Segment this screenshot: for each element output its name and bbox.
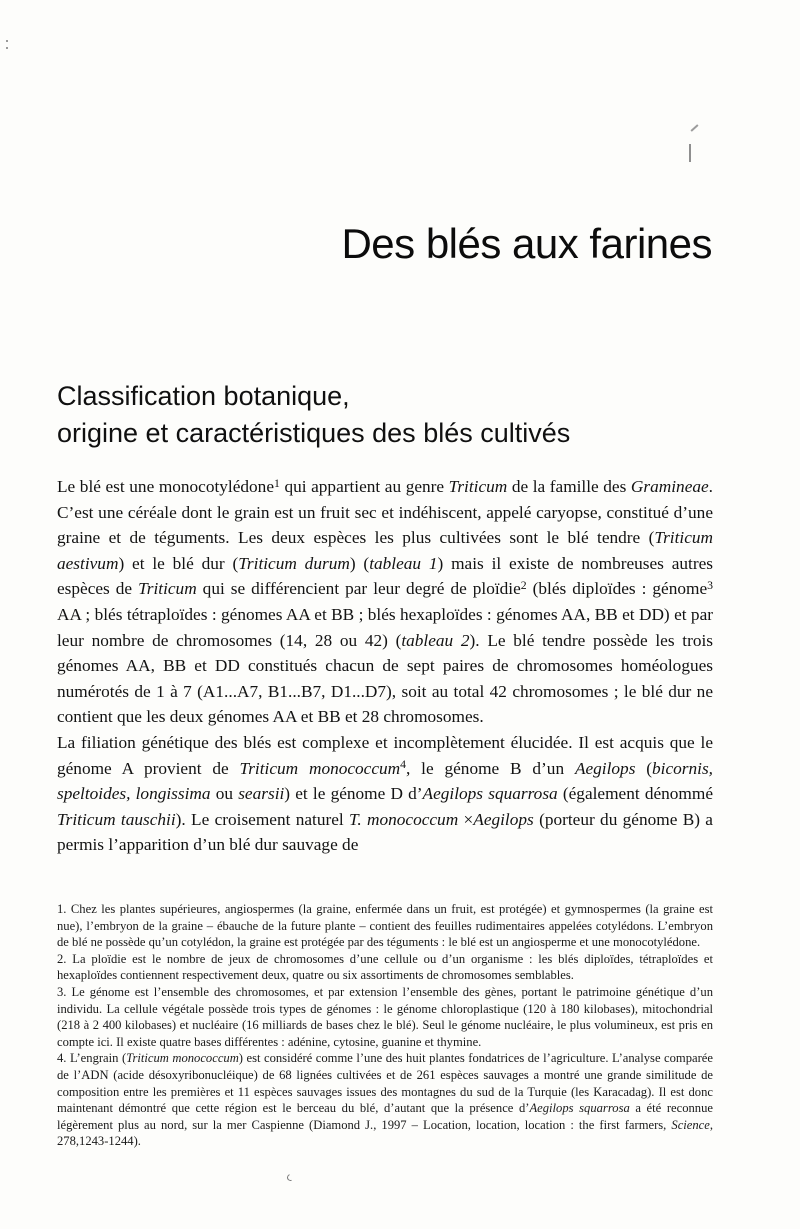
footnote-2: 2. La ploïdie est le nombre de jeux de chromosomes d’une cellule ou d’un organisme : les blés diploïdes, tétraploïdes et hexaploïdes contiennent respectivement deux, quatre ou six assortiments de chromosomes semblables. — [57, 951, 713, 983]
scan-artifact-bottom — [286, 1173, 295, 1182]
footnote-3: 3. Le génome est l’ensemble des chromosomes, et par extension l’ensemble des gènes, portant le patrimoine génétique d’un individu. La cellule végétale possède trois types de génomes : le génome chloroplastique (120 à 180 kilobases), mitochondrial (218 à 2 400 kilobases) et nucléaire (16 milliards de bases chez le blé). Seul le génome nucléaire, le plus volumineux, est pris en compte ici. Il existe quatre bases différentes : adénine, cytosine, guanine et thymine. — [57, 984, 713, 1049]
section-heading — [57, 378, 570, 452]
body-text — [57, 474, 713, 858]
paragraph-1: Le blé est une monocotylédone$^1$ qui appartient au genre Triticum de la famille des Gramineae. C’est une céréale dont le grain est un fruit sec et indéhiscent, appelé caryopse, constitué d’une graine et de téguments. Les deux espèces les plus cultivées sont le blé tendre (Triticum aestivum) et le blé dur (Triticum durum) (tableau 1) mais il existe de nombreuses autres espèces de Triticum qui se différencient par leur degré de ploïdie$^2$ (blés diploïdes : génome$^3$ AA ; blés tétraploïdes : génomes AA et BB ; blés hexaploïdes : génomes AA, BB et DD) et par leur nombre de chromosomes (14, 28 ou 42) (tableau 2). Le blé tendre possède les trois génomes AA, BB et DD constitués chacun de sept paires de chromosomes homéologues numérotés de 1 à 7 (A1...A7, B1...B7, D1...D7), soit au total 42 chromosomes ; le blé dur ne contient que les deux génomes AA et BB et 28 chromosomes. — [57, 476, 714, 727]
footnote-4: 4. L’engrain (Triticum monococcum) est considéré comme l’une des huit plantes fondatrices de l’agriculture. L’analyse comparée de l’ADN (acide désoxyribonucléique) de 68 lignées cultivées et de 261 espèces sauvages a montré une grande similitude de composition entre les premières et 11 espèces sauvages issues des montagnes du sud de la Turquie (les Karacadag). Il est donc maintenant démontré que cette région est le berceau du blé, d’autant que la présence d’Aegilops squarrosa a été reconnue légèrement plus au nord, sur la mer Caspienne (Diamond J., 1997 – Location, location, location : the first farmers, Science, 278,1243-1244). — [57, 1051, 713, 1149]
chapter-title: Des blés aux farines — [341, 220, 712, 267]
footnote-1: 1. Chez les plantes supérieures, angiospermes (la graine, enfermée dans un fruit, est protégée) et gymnospermes (la graine est nue), l’embryon de la graine – ébauche de la future plante – contient des feuilles rudimentaires appelées cotylédons. L’embryon de blé ne possède qu’un cotylédon, la graine est protégée par des téguments : le blé est un angiosperme et une monocotylédone. — [57, 902, 713, 950]
paragraph-2: La filiation génétique des blés est complexe et incomplètement élucidée. Il est acquis que le génome A provient de Triticum monococcum$^4$, le génome B d’un Aegilops (bicornis, speltoides, longissima ou searsii) et le génome D d’Aegilops squarrosa (également dénommé Triticum tauschii). Le croisement naturel T. monococcum ×Aegilops (porteur du génome B) a permis l’apparition d’un blé dur sauvage de — [57, 732, 713, 855]
footnotes-block — [57, 901, 713, 1150]
scan-artifact-top-line — [689, 144, 691, 162]
section-heading-line2: origine et caractéristiques des blés cultivés — [57, 418, 571, 448]
scan-artifact-top-tick — [690, 124, 698, 132]
section-heading-line1: Classification botanique, — [57, 381, 350, 411]
scan-artifact-left-edge — [6, 40, 8, 42]
